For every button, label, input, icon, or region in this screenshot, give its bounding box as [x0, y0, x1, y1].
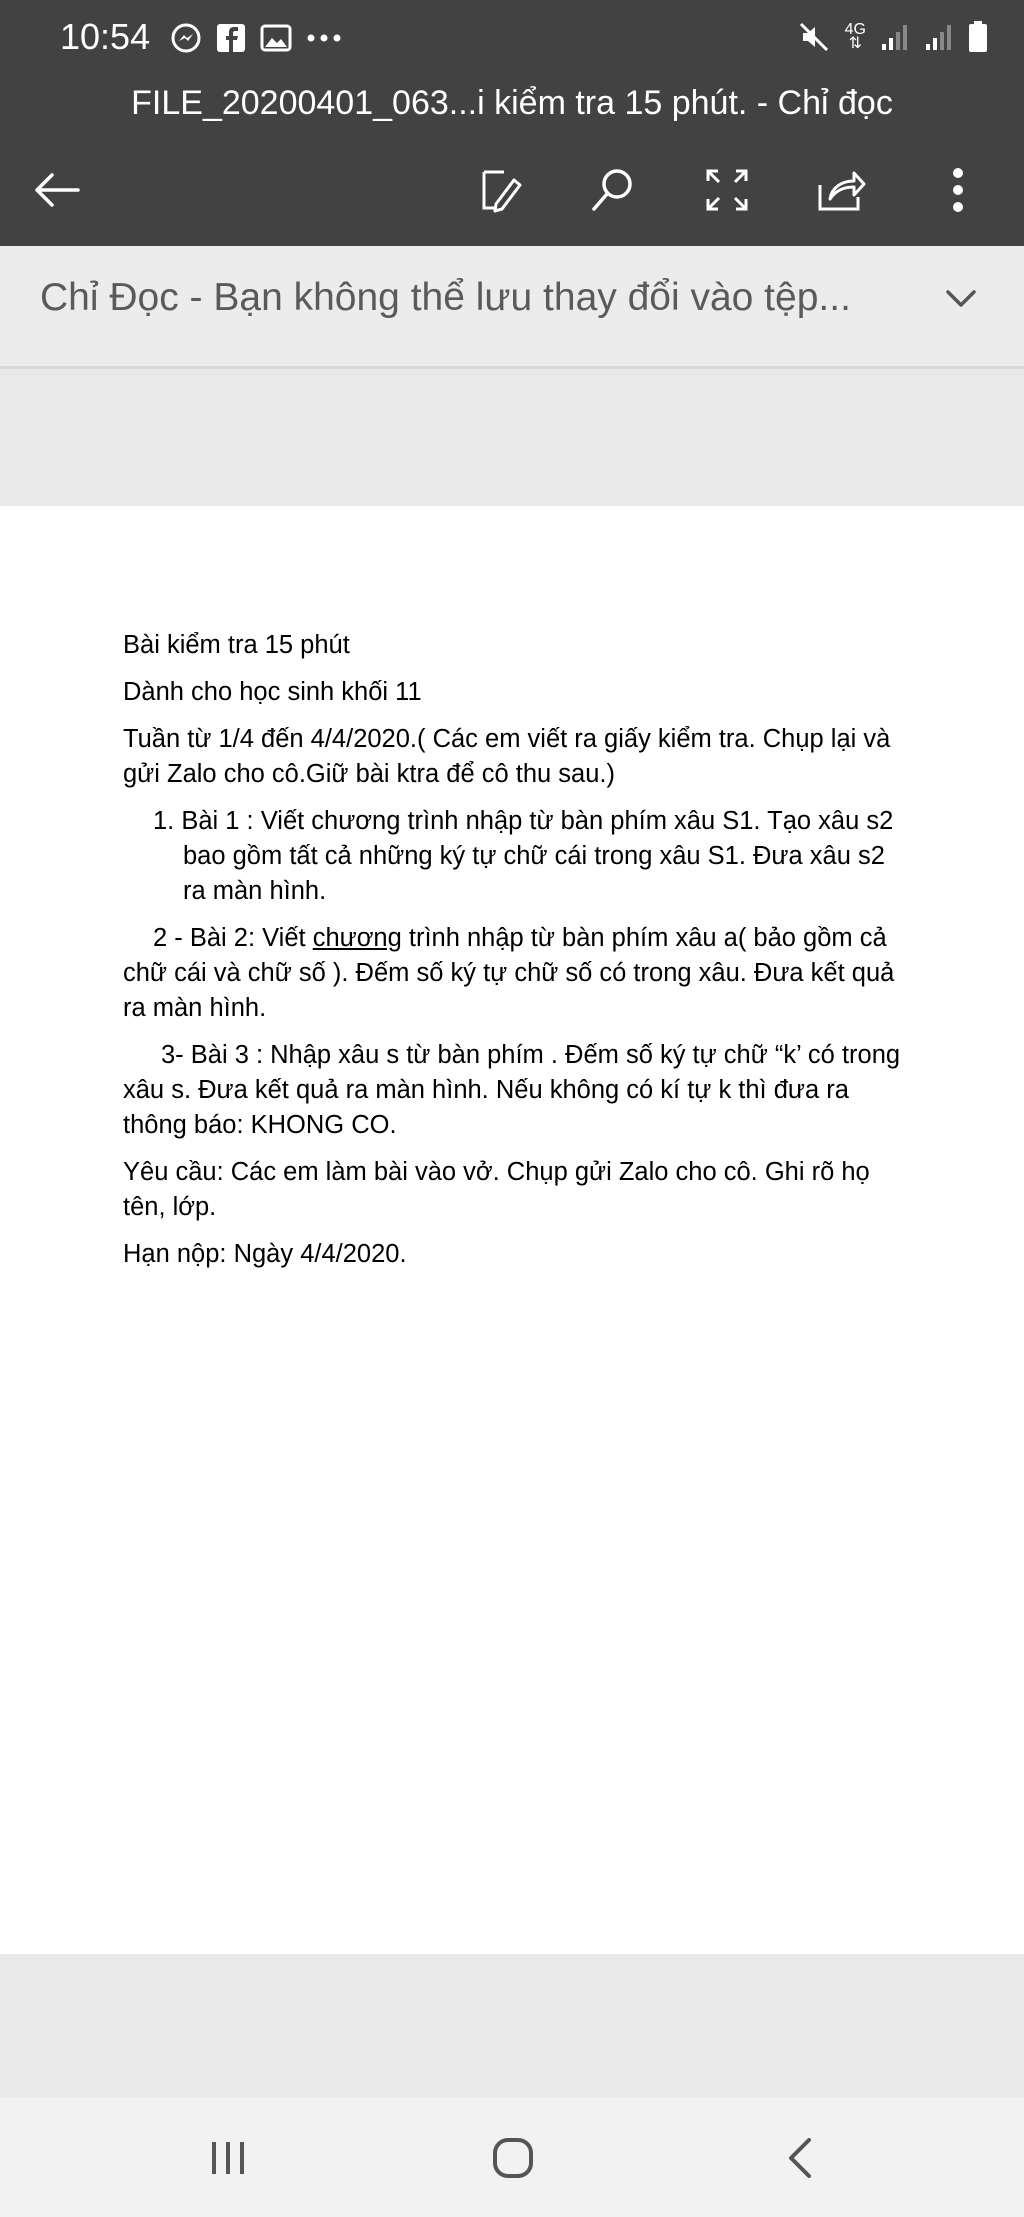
- app-bar: [0, 76, 1024, 246]
- home-button[interactable]: [483, 2128, 543, 2188]
- mute-icon: [797, 20, 831, 54]
- doc-task-2: [123, 921, 903, 1026]
- share-icon: [816, 167, 866, 213]
- status-bar: [0, 0, 1024, 76]
- signal-icon: [924, 22, 954, 52]
- document-content: [123, 628, 903, 1284]
- read-only-banner[interactable]: [0, 246, 1024, 369]
- document-margin: [0, 369, 1024, 506]
- fullscreen-icon: [704, 167, 750, 213]
- doc-task-2-suffix: trình nhập từ bàn phím xâu a( bảo gồm cả chữ cái và chữ số ). Đếm số ký tự chữ số có trong xâu. Đưa kết quả ra màn hình.: [123, 924, 895, 1022]
- more-options-icon: [951, 167, 965, 213]
- gallery-icon: [260, 24, 292, 52]
- back-button[interactable]: [27, 160, 87, 220]
- doc-deadline: Hạn nộp: Ngày 4/4/2020.: [123, 1240, 407, 1268]
- system-icons: [797, 20, 988, 54]
- fullscreen-button[interactable]: [697, 160, 757, 220]
- read-only-message: Chỉ Đọc - Bạn không thể lưu thay đổi vào tệp...: [40, 276, 851, 319]
- doc-title: Bài kiểm tra 15 phút: [123, 631, 350, 659]
- doc-task-2-underlined: chương: [312, 924, 402, 952]
- edit-icon: [476, 166, 524, 214]
- doc-week: Tuần từ 1/4 đến 4/4/2020.( Các em viết ra giấy kiểm tra. Chụp lại và gửi Zalo cho cô.Giữ bài ktra để cô thu sau.): [123, 725, 891, 788]
- document-title: FILE_20200401_063...i kiểm tra 15 phút. - Chỉ đọc: [131, 84, 893, 122]
- search-button[interactable]: [583, 160, 643, 220]
- doc-task-2-prefix: 2 - Bài 2: Viết: [153, 924, 313, 952]
- chevron-down-icon[interactable]: [944, 286, 978, 310]
- recent-apps-icon: [206, 2138, 250, 2178]
- back-nav-icon: [785, 2136, 815, 2180]
- recent-apps-button[interactable]: [198, 2128, 258, 2188]
- navigation-bar: [0, 2098, 1024, 2217]
- doc-task-1: 1. Bài 1 : Viết chương trình nhập từ bàn phím xâu S1. Tạo xâu s2 bao gồm tất cả những ký tự chữ cái trong xâu S1. Đưa xâu s2 ra màn hình.: [153, 807, 894, 905]
- search-icon: [589, 166, 637, 214]
- home-icon: [491, 2136, 535, 2180]
- messenger-icon: [170, 22, 202, 54]
- doc-audience: Dành cho học sinh khối 11: [123, 678, 422, 706]
- battery-icon: [968, 21, 988, 53]
- more-notifications-icon: [306, 33, 342, 43]
- network-4g-icon: 4G ⇅: [844, 21, 866, 52]
- edit-button[interactable]: [470, 160, 530, 220]
- back-icon: [32, 170, 82, 210]
- more-options-button[interactable]: [928, 160, 988, 220]
- document-page[interactable]: [0, 506, 1024, 1954]
- notification-icons: [170, 22, 342, 54]
- signal-icon: [880, 22, 910, 52]
- status-time: 10:54: [60, 16, 151, 57]
- doc-task-3: 3- Bài 3 : Nhập xâu s từ bàn phím . Đếm số ký tự chữ “k’ có trong xâu s. Đưa kết quả ra màn hình. Nếu không có kí tự k thì đưa ra thông báo: KHONG CO.: [123, 1041, 901, 1139]
- facebook-icon: [216, 23, 246, 53]
- share-button[interactable]: [811, 160, 871, 220]
- back-nav-button[interactable]: [770, 2128, 830, 2188]
- doc-requirement: Yêu cầu: Các em làm bài vào vở. Chụp gửi Zalo cho cô. Ghi rõ họ tên, lớp.: [123, 1158, 870, 1221]
